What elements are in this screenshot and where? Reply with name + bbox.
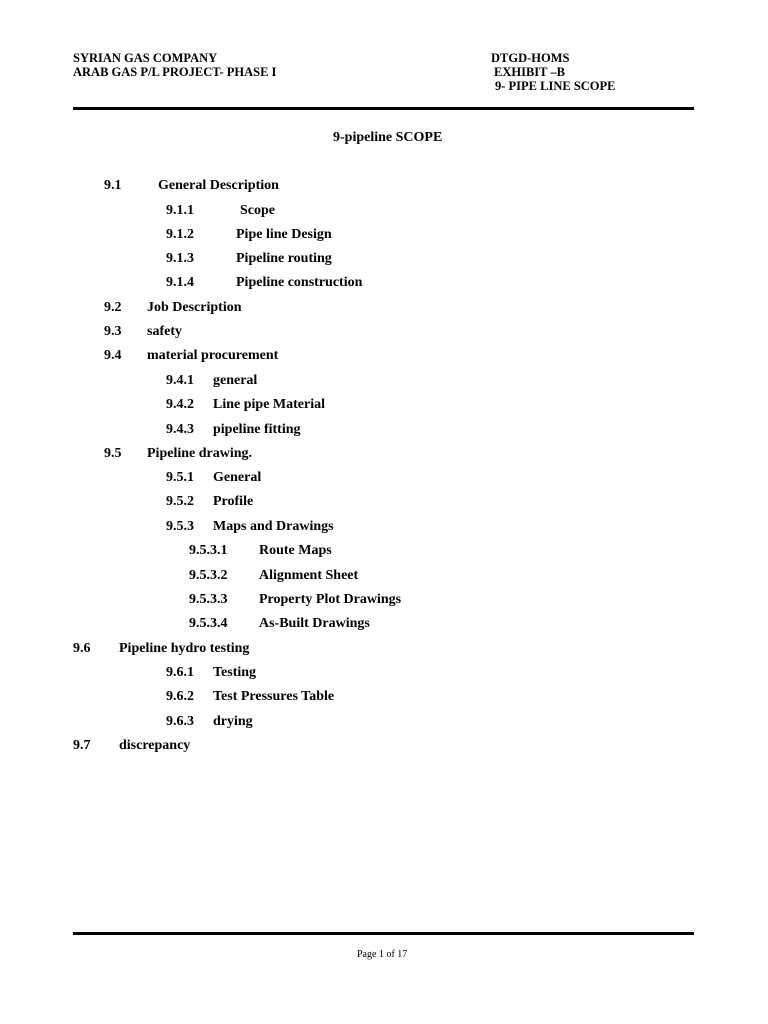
toc-number: 9.5.3.3 xyxy=(189,592,228,607)
toc-number: 9.5.1 xyxy=(166,470,194,485)
toc-number: 9.2 xyxy=(104,300,122,315)
toc-label: Pipeline hydro testing xyxy=(119,641,250,656)
company-name: SYRIAN GAS COMPANY xyxy=(73,51,218,65)
toc-label: General Description xyxy=(158,178,279,193)
toc-number: 9.1.2 xyxy=(166,227,194,242)
page-title: 9-pipeline SCOPE xyxy=(333,130,443,145)
footer-rule xyxy=(73,932,694,935)
toc-number: 9.4.3 xyxy=(166,422,194,437)
toc-label: pipeline fitting xyxy=(213,422,301,437)
toc-label: Job Description xyxy=(147,300,242,315)
toc-number: 9.4.1 xyxy=(166,373,194,388)
toc-label: Scope xyxy=(240,203,275,218)
toc-label: Testing xyxy=(213,665,257,680)
project-name: ARAB GAS P/L PROJECT- PHASE I xyxy=(73,65,277,79)
toc-label: discrepancy xyxy=(119,738,191,753)
toc-label: Route Maps xyxy=(259,543,332,558)
toc-number: 9.5.2 xyxy=(166,494,194,509)
toc-number: 9.1.1 xyxy=(166,203,194,218)
toc-label: Maps and Drawings xyxy=(213,519,334,534)
toc-number: 9.5.3 xyxy=(166,519,194,534)
toc-label: Test Pressures Table xyxy=(213,689,335,704)
toc-number: 9.7 xyxy=(73,738,91,753)
toc-label: Alignment Sheet xyxy=(259,568,359,583)
toc-number: 9.4.2 xyxy=(166,397,194,412)
toc-label: As-Built Drawings xyxy=(259,616,370,631)
toc-label: Profile xyxy=(213,494,254,509)
toc-label: Property Plot Drawings xyxy=(259,592,402,607)
toc-label: Pipeline drawing. xyxy=(147,446,253,461)
toc-label: Line pipe Material xyxy=(213,397,325,412)
page-number: Page 1 of 17 xyxy=(357,949,408,960)
toc-label: material procurement xyxy=(147,348,279,363)
toc-number: 9.6.2 xyxy=(166,689,194,704)
toc-number: 9.6.3 xyxy=(166,714,194,729)
toc-label: drying xyxy=(213,714,253,729)
toc-label: safety xyxy=(147,324,182,339)
toc-number: 9.1.3 xyxy=(166,251,194,266)
toc-label: General xyxy=(213,470,262,485)
toc-number: 9.5 xyxy=(104,446,122,461)
toc-number: 9.1.4 xyxy=(166,275,194,290)
toc-number: 9.3 xyxy=(104,324,122,339)
toc-number: 9.5.3.4 xyxy=(189,616,228,631)
toc-number: 9.5.3.1 xyxy=(189,543,228,558)
header-rule xyxy=(73,107,694,110)
toc-label: general xyxy=(213,373,258,388)
toc-label: Pipeline construction xyxy=(236,275,363,290)
section-label: 9- PIPE LINE SCOPE xyxy=(495,79,616,93)
toc-number: 9.1 xyxy=(104,178,122,193)
toc-number: 9.6 xyxy=(73,641,91,656)
toc-label: Pipe line Design xyxy=(236,227,332,242)
toc-number: 9.4 xyxy=(104,348,122,363)
toc-number: 9.5.3.2 xyxy=(189,568,228,583)
exhibit-label: EXHIBIT –B xyxy=(494,65,565,79)
toc-number: 9.6.1 xyxy=(166,665,194,680)
toc-label: Pipeline routing xyxy=(236,251,332,266)
doc-code: DTGD-HOMS xyxy=(491,51,570,65)
